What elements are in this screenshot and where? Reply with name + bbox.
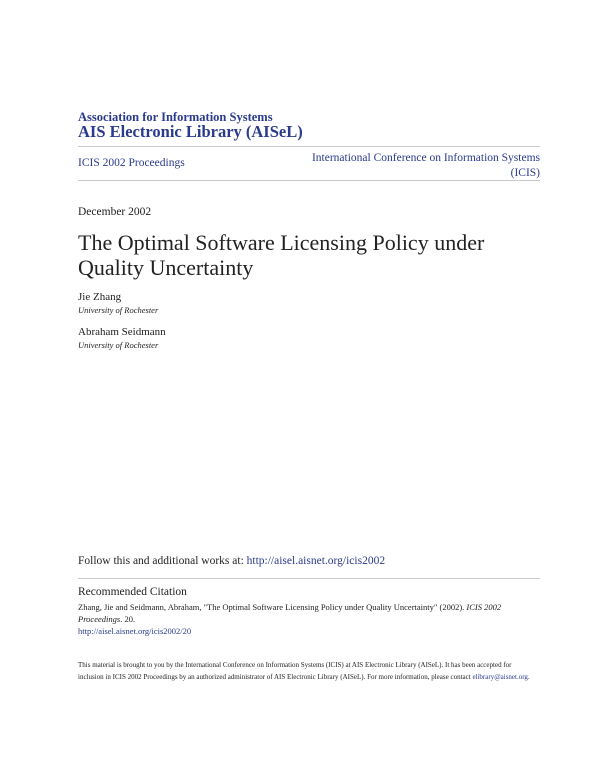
follow-text: Follow this and additional works at:: [78, 555, 247, 567]
notice-text: This material is brought to you by the International Conference on Information Systems (ICIS) at AIS Electronic Library (AISeL). It has been accepted for inclusion in ICIS 2002 Proceedings by an authorized administrator of AIS Electronic Library (AISeL). For more information, please contact: [78, 661, 512, 681]
citation-link[interactable]: http://aisel.aisnet.org/icis2002/20: [78, 626, 192, 636]
paper-title: The Optimal Software Licensing Policy under Quality Uncertainty: [78, 230, 485, 280]
header-divider: [78, 180, 540, 181]
top-divider: [78, 146, 540, 147]
conference-link[interactable]: International Conference on Information Systems (ICIS): [311, 152, 540, 179]
citation-divider: [78, 578, 540, 579]
distribution-notice: [78, 659, 533, 683]
citation-text: Zhang, Jie and Seidmann, Abraham, "The Optimal Software Licensing Policy under Quality Uncertainty" (2002).: [78, 602, 467, 612]
author-affiliation: University of Rochester: [78, 340, 159, 350]
notice-end: .: [527, 673, 530, 681]
association-name[interactable]: Association for Information Systems: [78, 110, 273, 124]
author-name: Abraham Seidmann: [78, 326, 166, 338]
citation-suffix: . 20.: [120, 614, 136, 624]
library-name[interactable]: AIS Electronic Library (AISeL): [78, 122, 303, 141]
contact-email-link[interactable]: elibrary@aisnet.org: [472, 673, 528, 681]
proceedings-link[interactable]: ICIS 2002 Proceedings: [78, 157, 185, 169]
citation-block: [78, 601, 518, 637]
follow-line: [78, 555, 385, 567]
citation-journal: ICIS 2002 Proceedings: [78, 602, 502, 624]
collection-link[interactable]: http://aisel.aisnet.org/icis2002: [246, 555, 386, 567]
publication-date: December 2002: [78, 206, 152, 218]
author-name: Jie Zhang: [78, 291, 122, 303]
author-affiliation: University of Rochester: [78, 305, 159, 315]
citation-heading: Recommended Citation: [78, 586, 187, 598]
